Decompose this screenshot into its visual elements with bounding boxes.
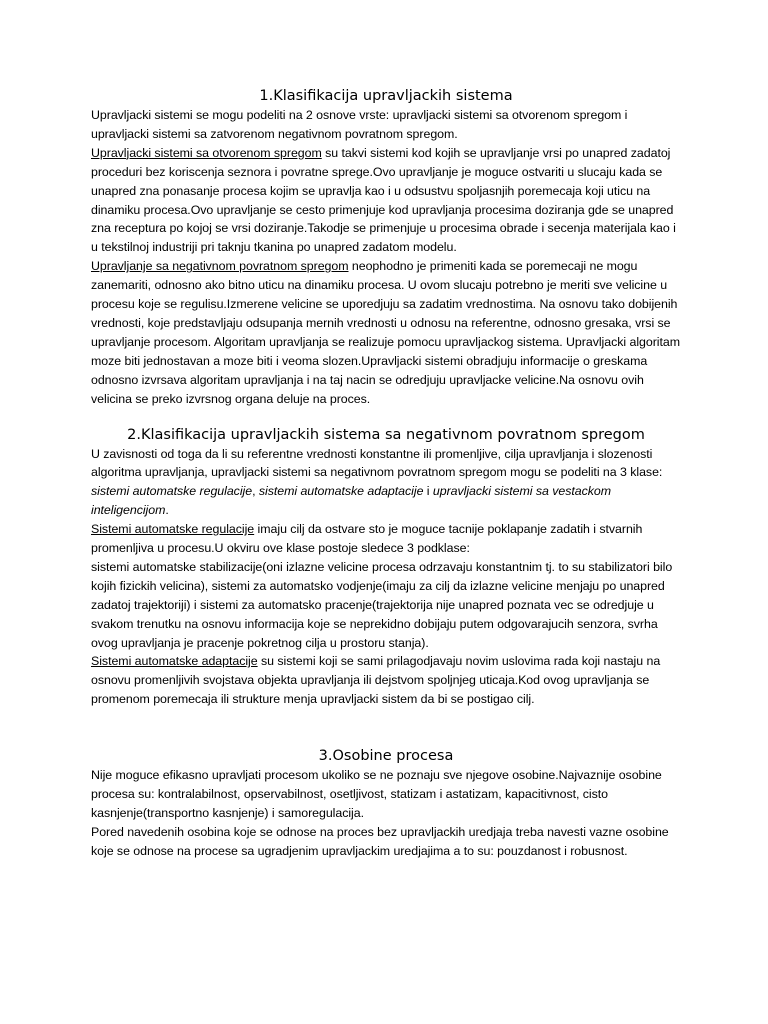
section-2-paragraph-3: sistemi automatske stabilizacije(oni izlazne velicine procesa odrzavaju konstantnim tj. to su stabilizatori bilo kojih fizickih velicina), sistemi za automatsko vodjenje(imaju za cilj da izlazne velicine menjaju po unapred zadatoj trajektoriji) i sistemi za automatsko pracenje(trajektorija nije unapred poznata vec se odredjuje u svakom trenutku na osnovu informacija koje se neprekidno dobijaju putem odgovarajucih senzora, svrha ovog upravljanja je pracenje pokretnog cilja u prostoru stanja). (91, 559, 673, 650)
class-regulation-italic: sistemi automatske regulacije (91, 484, 253, 499)
open-loop-text: su takvi sistemi kod kojih se upravljanje vrsi po unapred zadatoj proceduri bez koriscenja seznora i povratne sprege.Ovo upravljanje je moguce ostvariti u slucaju kada se unapred zna ponasanje procesa kojim se upravlja kao i u odsustvu spoljasnjih poremecaja koji uticu na dinamiku procesa.Ovo upravljanje se cesto primenjuje kod upravljanja procesima doziranja gde se unapred zna receptura po kojoj se vrsi doziranje.Takodje se primenjuje u procesima obrade i secenja materijala kao i u tekstilnoj industriji pri taknju tkanina po unapred zadatom modelu. (91, 145, 676, 255)
document-body (91, 86, 681, 861)
adaptation-term: Sistemi automatske adaptacije (91, 654, 258, 669)
adaptation-text: su sistemi koji se sami prilagodjavaju novim uslovima rada koji nastaju na osnovu promenljivih svojstava objekta upravljanja ili dejstvom spoljnjeg uticaja.Kod ovog upravljanja se promenom poremecaja ili strukture menja upravljacki sistem da bi se postigao cilj. (91, 654, 661, 707)
section-1-paragraph-2 (91, 144, 681, 257)
section-3-paragraph-1: Nije moguce efikasno upravljati procesom ukoliko se ne poznaju sve njegove osobine.Najvaznije osobine procesa su: kontralabilnost, opservabilnost, osetljivost, statizam i astatizam, kapacitivnost, cisto kasnjenje(transportno kasnjenje) i samoregulacija. (91, 768, 662, 820)
section-3-paragraph-2: Pored navedenih osobina koje se odnose na proces bez upravljackih uredjaja treba navesti vazne osobine koje se odnose na procese sa ugradjenim upravljackim uredjajima a to su: pouzdanost i robusnost. (91, 824, 669, 858)
section-2-paragraph-4 (91, 652, 681, 709)
closed-loop-term: Upravljanje sa negativnom povratnom spregom (91, 259, 349, 274)
classes-intro-text: U zavisnosti od toga da li su referentne vrednosti konstantne ili promenljive, cilja upravljanja i slozenosti algoritma upravljanja, upravljacki sistemi sa negativnom povratnom spregom mogu se podeliti na 3 klase: (91, 446, 663, 480)
class-separator-1: , (252, 484, 259, 499)
section-3-title: 3.Osobine procesa (318, 748, 454, 765)
section-1-title: 1.Klasifikacija upravljackih sistema (259, 88, 513, 104)
section-1-paragraph-3 (91, 257, 681, 408)
classes-end-text: . (165, 503, 169, 518)
regulation-text: imaju cilj da ostvare sto je moguce tacnije poklapanje zadatih i stvarnih promenljiva u procesu.U okviru ove klase postoje sledece 3 podklase: (91, 522, 643, 556)
section-2-title: 2.Klasifikacija upravljackih sistema sa negativnom povratnom spregom (127, 426, 645, 443)
class-adaptation-italic: sistemi automatske adaptacije (258, 484, 424, 499)
section-2-paragraph-1 (91, 445, 681, 521)
class-separator-2: i (423, 484, 433, 499)
section-1-paragraph-1: Upravljacki sistemi se mogu podeliti na 2 osnove vrste: upravljacki sistemi sa otvorenom spregom i upravljacki sistemi sa zatvorenom negativnom povratnom spregom. (91, 108, 628, 141)
closed-loop-text: neophodno je primeniti kada se poremecaji ne mogu zanemariti, odnosno ako bitno uticu na dinamiku procesa. U ovom slucaju potrebno je meriti sve velicine u procesu koje se regulisu.Izmerene velicine se uporedjuju sa zadatim vrednostima. Na osnovu tako dobijenih vrednosti, koje predstavljaju odsupanja mernih vrednosti u odnosu na referentne, odnosno gresaka, vrsi se upravljanje procesom. Algoritam upravljanja se realizuje pomocu upravljackog sistema. Upravljacki algoritam moze biti jednostavan a moze biti i veoma slozen.Upravljacki sistemi obradjuju informacije o greskama odnosno izvrsava algoritam upravljanja i na taj nacin se odredjuju upravljacke velicine.Na osnovu ovih velicina se preko izvrsnog organa deluje na proces. (91, 259, 680, 406)
class-ai-italic: upravljacki sistemi sa vestackom inteligencijom (91, 484, 612, 518)
section-2-paragraph-2 (91, 520, 681, 558)
regulation-term: Sistemi automatske regulacije (91, 522, 255, 537)
open-loop-term: Upravljacki sistemi sa otvorenom spregom (91, 145, 322, 160)
